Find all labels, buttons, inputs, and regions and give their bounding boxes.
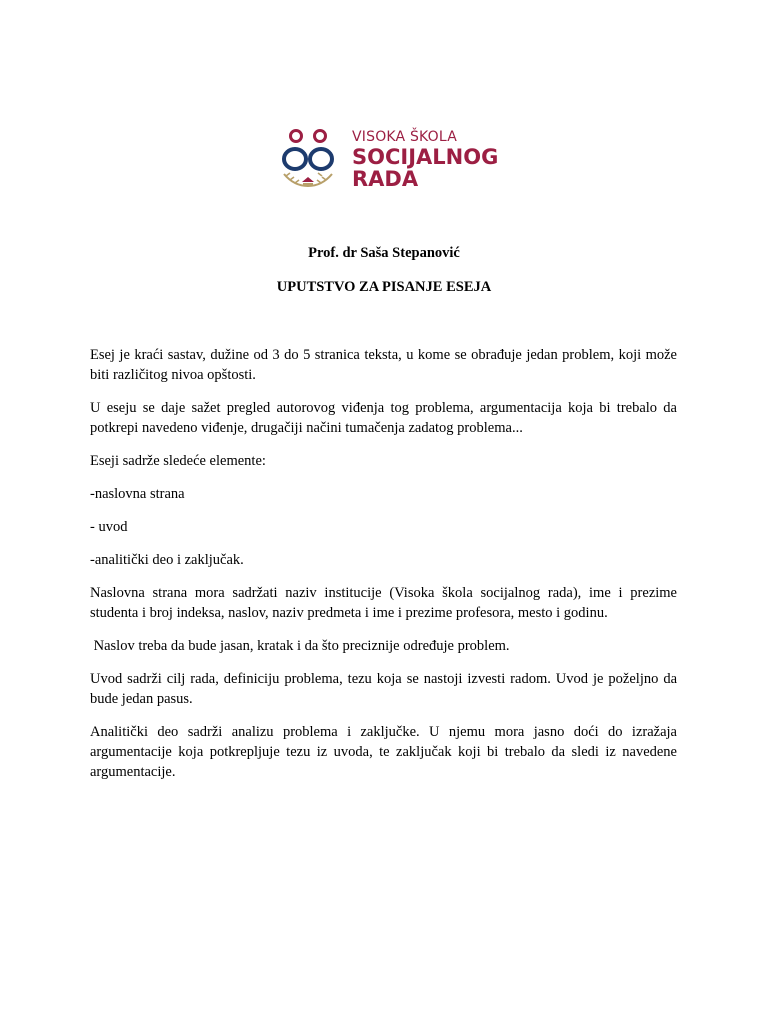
document-title: UPUTSTVO ZA PISANJE ESEJA <box>276 279 492 295</box>
logo-line-3: RADA <box>352 167 419 191</box>
body-paragraph: Naslovna strana mora sadržati naziv institucije (Visoka škola socijalnog rada), ime i prezime studenta i broj indeksa, naslov, naziv predmeta i ime i prezime profesora, mesto i godinu. <box>90 585 677 621</box>
logo-emblem-icon <box>278 126 342 192</box>
document-body <box>90 345 677 795</box>
logo-line-1: VISOKA ŠKOLA <box>352 129 457 145</box>
list-item: - uvod <box>90 519 128 535</box>
list-item: -analitički deo i zaključak. <box>90 552 244 568</box>
logo-line-2: SOCIJALNOG <box>352 145 499 169</box>
logo-wordmark <box>352 130 498 191</box>
body-paragraph: U eseju se daje sažet pregled autorovog viđenja tog problema, argumentacija koja bi trebalo da potkrepi navedeno viđenje, drugačiji načini tumačenja zadatog problema... <box>90 400 677 436</box>
body-paragraph: Analitički deo sadrži analizu problema i zaključke. U njemu mora jasno doći do izražaja argumentacije koja potkrepljuje tezu iz uvoda, te zaključak koji bi trebalo da sledi iz navedene argumentacije. <box>90 724 677 780</box>
institution-logo <box>278 126 498 196</box>
author-name: Prof. dr Saša Stepanović <box>308 245 460 261</box>
body-paragraph: Eseji sadrže sledeće elemente: <box>90 453 266 469</box>
body-paragraph: Naslov treba da bude jasan, kratak i da što preciznije određuje problem. <box>90 638 510 654</box>
body-paragraph: Uvod sadrži cilj rada, definiciju problema, tezu koja se nastoji izvesti radom. Uvod je poželjno da bude jedan pasus. <box>90 671 677 707</box>
list-item: -naslovna strana <box>90 486 185 502</box>
body-paragraph: Esej je kraći sastav, dužine od 3 do 5 stranica teksta, u kome se obrađuje jedan problem, koji može biti različitog nivoa opštosti. <box>90 347 677 383</box>
